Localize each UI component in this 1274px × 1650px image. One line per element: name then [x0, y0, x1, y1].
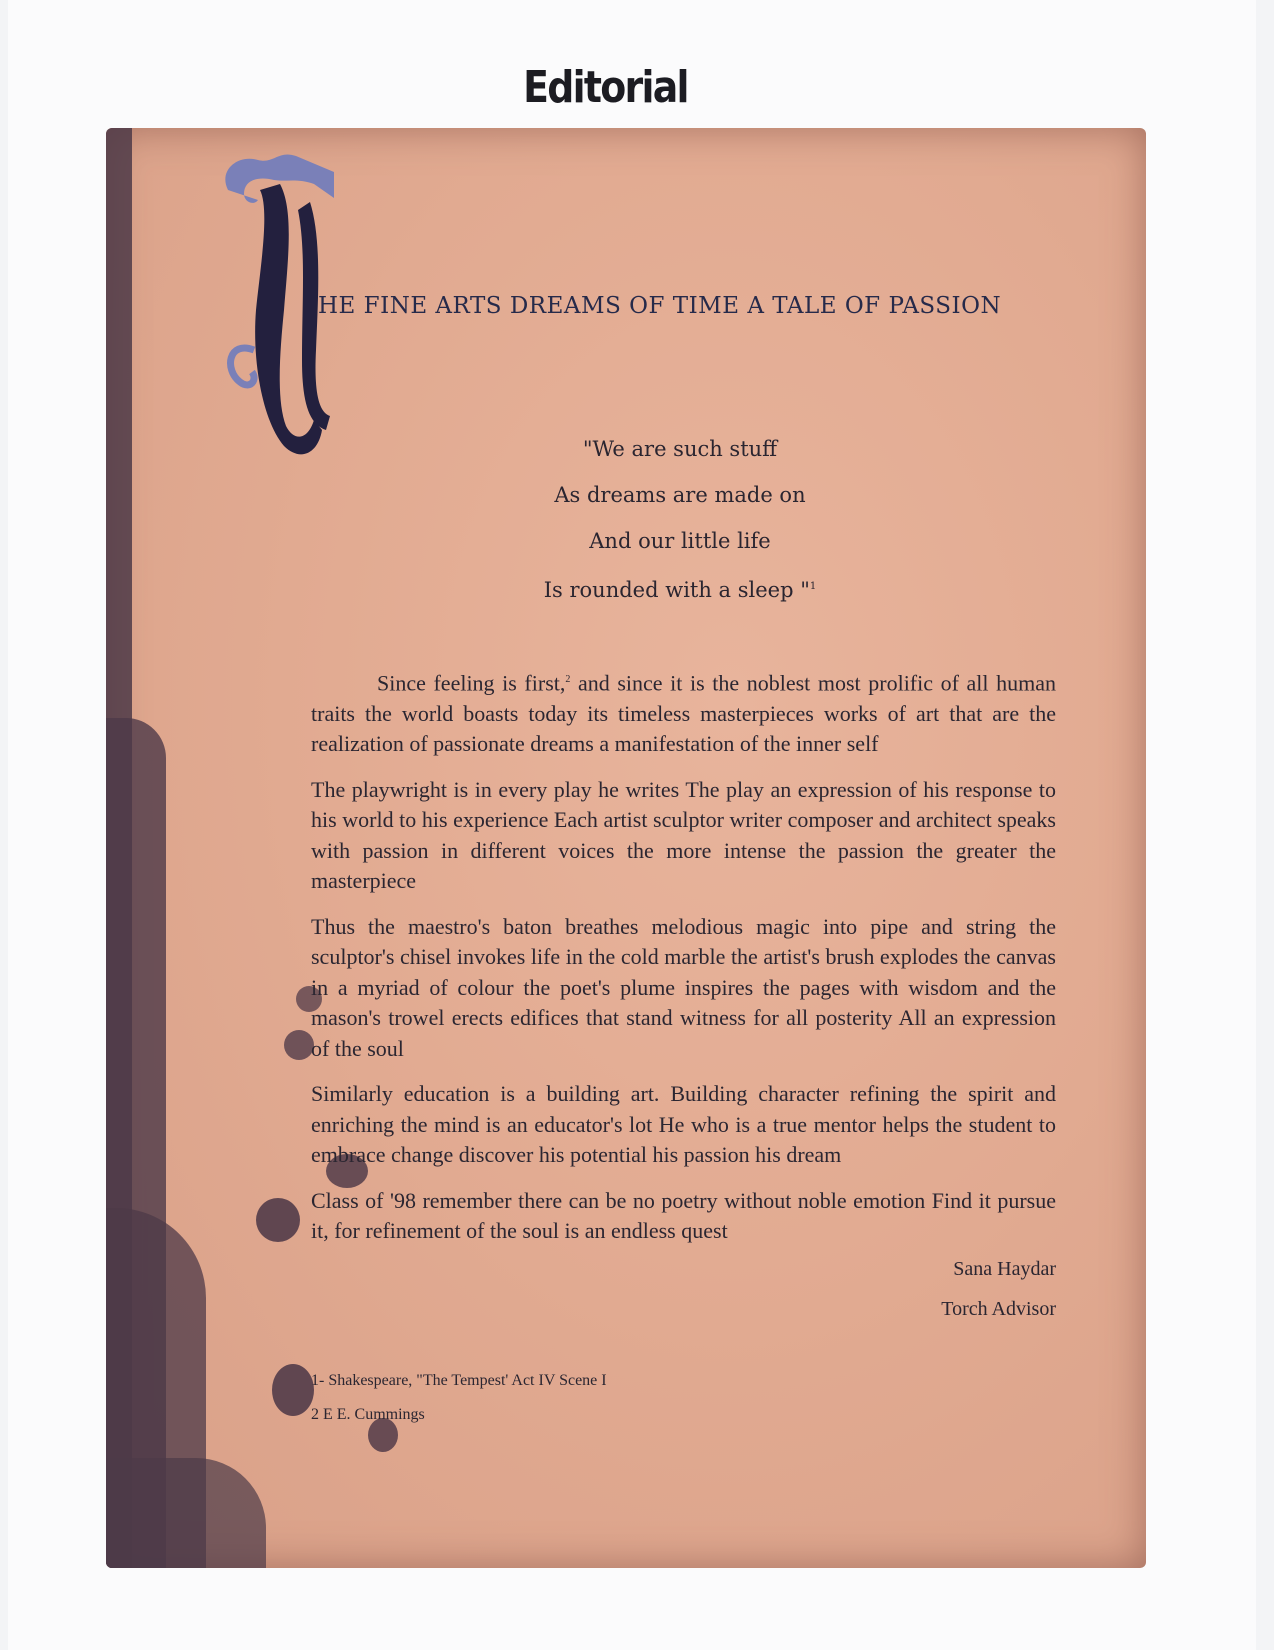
footnotes	[311, 1372, 607, 1440]
signature-block	[941, 1258, 1056, 1338]
signature-role: Torch Advisor	[941, 1298, 1056, 1320]
paragraph-1-start: Since feeling is first,	[377, 670, 566, 696]
footnote-2: 2 E E. Cummings	[311, 1406, 425, 1423]
paragraph-1-rest: and since it is the noblest most prolific of all human traits the world boasts today its timeless masterpieces works of art that are the realization of passionate dreams a manifestation of the inner self	[311, 670, 1056, 757]
title-text: HE FINE ARTS DREAMS OF TIME A TALE OF PASSION	[318, 293, 1002, 319]
paragraph-2: The playwright is in every play he writes The play an expression of his response to his world to his experience Each artist sculptor writer composer and architect speaks with passion in different voices the more intense the passion the greater the masterpiece	[311, 776, 1056, 894]
drop-cap-left-swirl	[231, 348, 255, 385]
paragraph-4: Similarly education is a building art. Building character refining the spirit and enriching the mind is an educator's lot He who is a true mentor helps the student to embrace change discover his potential his passion his dream	[311, 1081, 1056, 1168]
footnote-mark: 2	[565, 674, 571, 685]
poem-quote	[520, 434, 840, 618]
ink-spot	[284, 1030, 314, 1060]
editorial-title	[318, 286, 1001, 321]
bottom-stain	[106, 1458, 266, 1568]
poem-line: As dreams are made on	[554, 483, 806, 507]
poem-line: Is rounded with a sleep "	[543, 578, 810, 602]
page-heading: Editorial	[523, 62, 688, 113]
paragraph-5: Class of '98 remember there can be no poetry without noble emotion Find it pursue it, for refinement of the soul is an endless quest	[311, 1187, 1056, 1244]
paragraph-3: Thus the maestro's baton breathes melodious magic into pipe and string the sculptor's chisel invokes life in the cold marble the artist's brush explodes the canvas in a myriad of colour the poet's plume inspires the pages with wisdom and the mason's trowel erects edifices that stand witness for all posterity All an expression of the soul	[311, 913, 1056, 1061]
footnote-mark: 1	[809, 581, 817, 592]
ink-spot	[256, 1198, 300, 1242]
editorial-body	[311, 665, 1056, 1262]
paragraph-1	[311, 665, 1056, 760]
poem-line: And our little life	[589, 529, 771, 553]
ink-spot	[272, 1364, 314, 1416]
signature-name: Sana Haydar	[953, 1258, 1056, 1280]
poem-line: "We are such stuff	[582, 437, 778, 461]
poem-line-last	[520, 572, 840, 618]
footnote-1: 1- Shakespeare, "The Tempest' Act IV Scene I	[311, 1372, 607, 1389]
